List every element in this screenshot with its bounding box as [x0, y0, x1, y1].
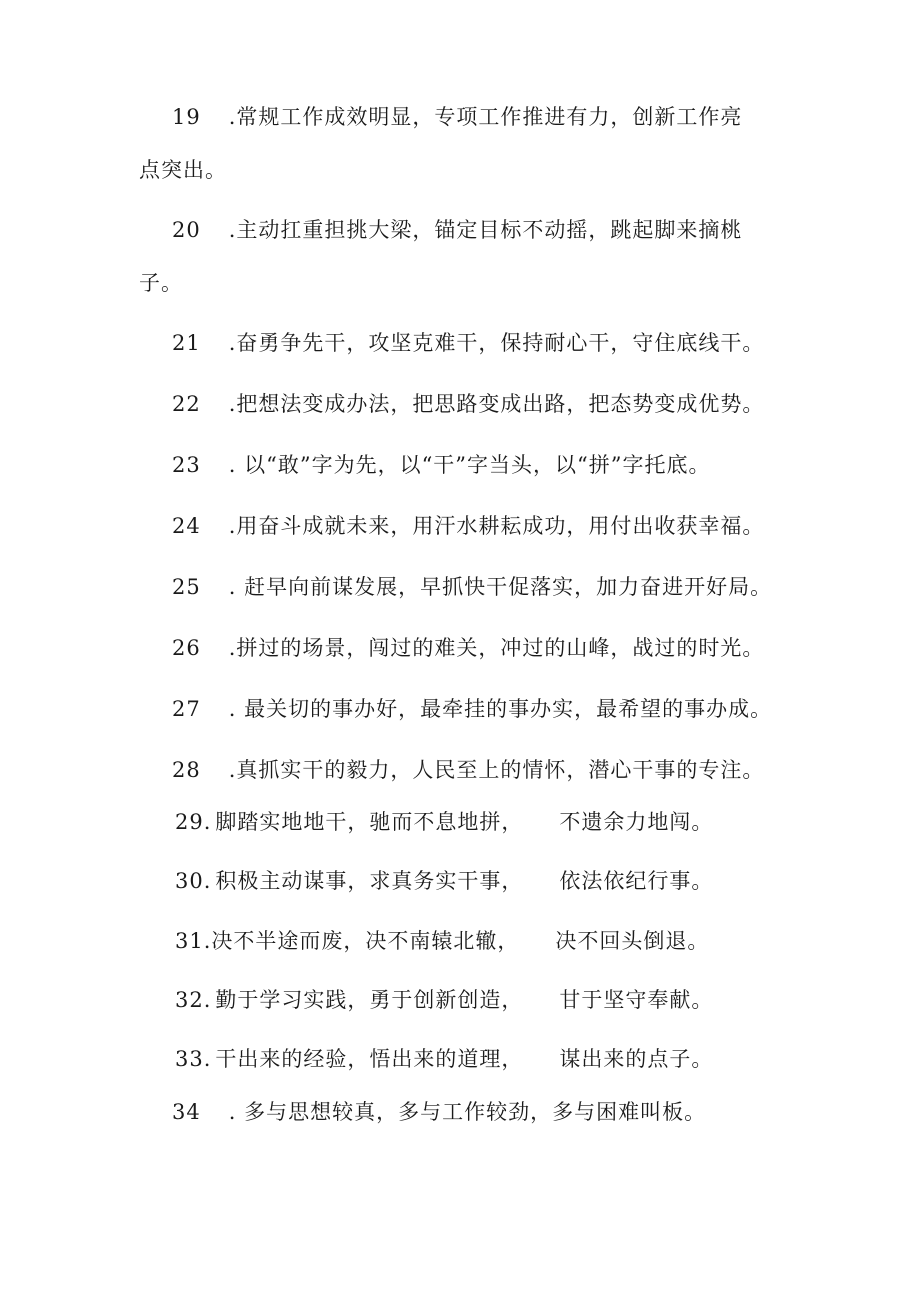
item-number: 22: [172, 392, 201, 416]
item-separator: .: [228, 105, 237, 129]
item-text-b: 甘于坚守奉献。: [559, 988, 714, 1012]
item-text: 最关切的事办好，最牵挂的事办实，最希望的事办成。: [244, 697, 773, 721]
item-text-a: 脚踏实地地干，驰而不息地拼，: [215, 810, 524, 834]
item-text: 常规工作成效明显，专项工作推进有力，创新工作亮: [236, 105, 743, 129]
item-text: 多与思想较真，多与工作较劲，多与困难叫板。: [244, 1100, 707, 1124]
item-number: 23: [172, 453, 201, 477]
item-text: 子。: [139, 271, 183, 295]
item-number: 24: [172, 514, 201, 538]
item-text: 拼过的场景，闯过的难关，冲过的山峰，战过的时光。: [236, 636, 765, 660]
list-item-20-continuation: [139, 268, 183, 298]
list-item-19: [172, 102, 742, 132]
item-separator: .: [228, 758, 237, 782]
item-text: 用奋斗成就未来，用汗水耕耘成功，用付出收获幸福。: [236, 514, 765, 538]
list-item-19-continuation: [139, 155, 227, 185]
item-separator: .: [228, 575, 245, 599]
item-separator: .: [228, 514, 237, 538]
item-text-a: 勤于学习实践，勇于创新创造，: [215, 988, 524, 1012]
item-number: 29.: [175, 810, 212, 834]
item-separator: .: [228, 697, 245, 721]
item-text-b: 依法依纪行事。: [559, 869, 714, 893]
item-text: 真抓实干的毅力，人民至上的情怀，潜心干事的专注。: [236, 758, 765, 782]
item-number: 26: [172, 636, 201, 660]
list-item-33: [175, 1044, 713, 1074]
item-number: 21: [172, 331, 201, 355]
item-number: 20: [172, 218, 201, 242]
list-item-32: [175, 985, 713, 1015]
item-separator: .: [228, 453, 245, 477]
item-text: 奋勇争先干，攻坚克难干，保持耐心干，守住底线干。: [236, 331, 765, 355]
list-item-22: [172, 389, 764, 419]
item-text: 点突出。: [139, 158, 227, 182]
list-item-30: [175, 866, 713, 896]
item-text: 赶早向前谋发展，早抓快干促落实，加力奋进开好局。: [244, 575, 773, 599]
item-text: 把想法变成办法，把思路变成出路，把态势变成优势。: [236, 392, 765, 416]
item-number: 32.: [175, 988, 212, 1012]
list-item-21: [172, 328, 764, 358]
list-item-20: [172, 215, 742, 245]
list-item-31: [175, 926, 709, 956]
list-item-26: [172, 633, 764, 663]
item-separator: .: [228, 392, 237, 416]
item-text-a: 干出来的经验，悟出来的道理，: [215, 1047, 524, 1071]
list-item-23: [172, 450, 711, 480]
item-text-b: 决不回头倒退。: [555, 929, 710, 953]
item-number: 30.: [175, 869, 212, 893]
item-text-b: 不遗余力地闯。: [559, 810, 714, 834]
item-separator: .: [228, 636, 237, 660]
item-number: 34: [172, 1100, 201, 1124]
item-number: 31.: [175, 929, 212, 953]
list-item-28: [172, 755, 764, 785]
item-number: 28: [172, 758, 201, 782]
item-text-b: 谋出来的点子。: [559, 1047, 714, 1071]
item-text-a: 决不半途而废，决不南辕北辙，: [211, 929, 520, 953]
item-text: 以“敢”字为先，以“干”字当头，以“拼”字托底。: [244, 453, 711, 477]
item-number: 33.: [175, 1047, 212, 1071]
item-number: 19: [172, 105, 201, 129]
item-text: 主动扛重担挑大梁，锚定目标不动摇，跳起脚来摘桃: [236, 218, 743, 242]
item-number: 27: [172, 697, 201, 721]
item-separator: .: [228, 331, 237, 355]
list-item-24: [172, 511, 764, 541]
item-text-a: 积极主动谋事，求真务实干事，: [215, 869, 524, 893]
item-separator: .: [228, 218, 237, 242]
list-item-25: [172, 572, 772, 602]
list-item-27: [172, 694, 772, 724]
item-separator: .: [228, 1100, 245, 1124]
list-item-34: [172, 1097, 706, 1127]
list-item-29: [175, 807, 713, 837]
item-number: 25: [172, 575, 201, 599]
